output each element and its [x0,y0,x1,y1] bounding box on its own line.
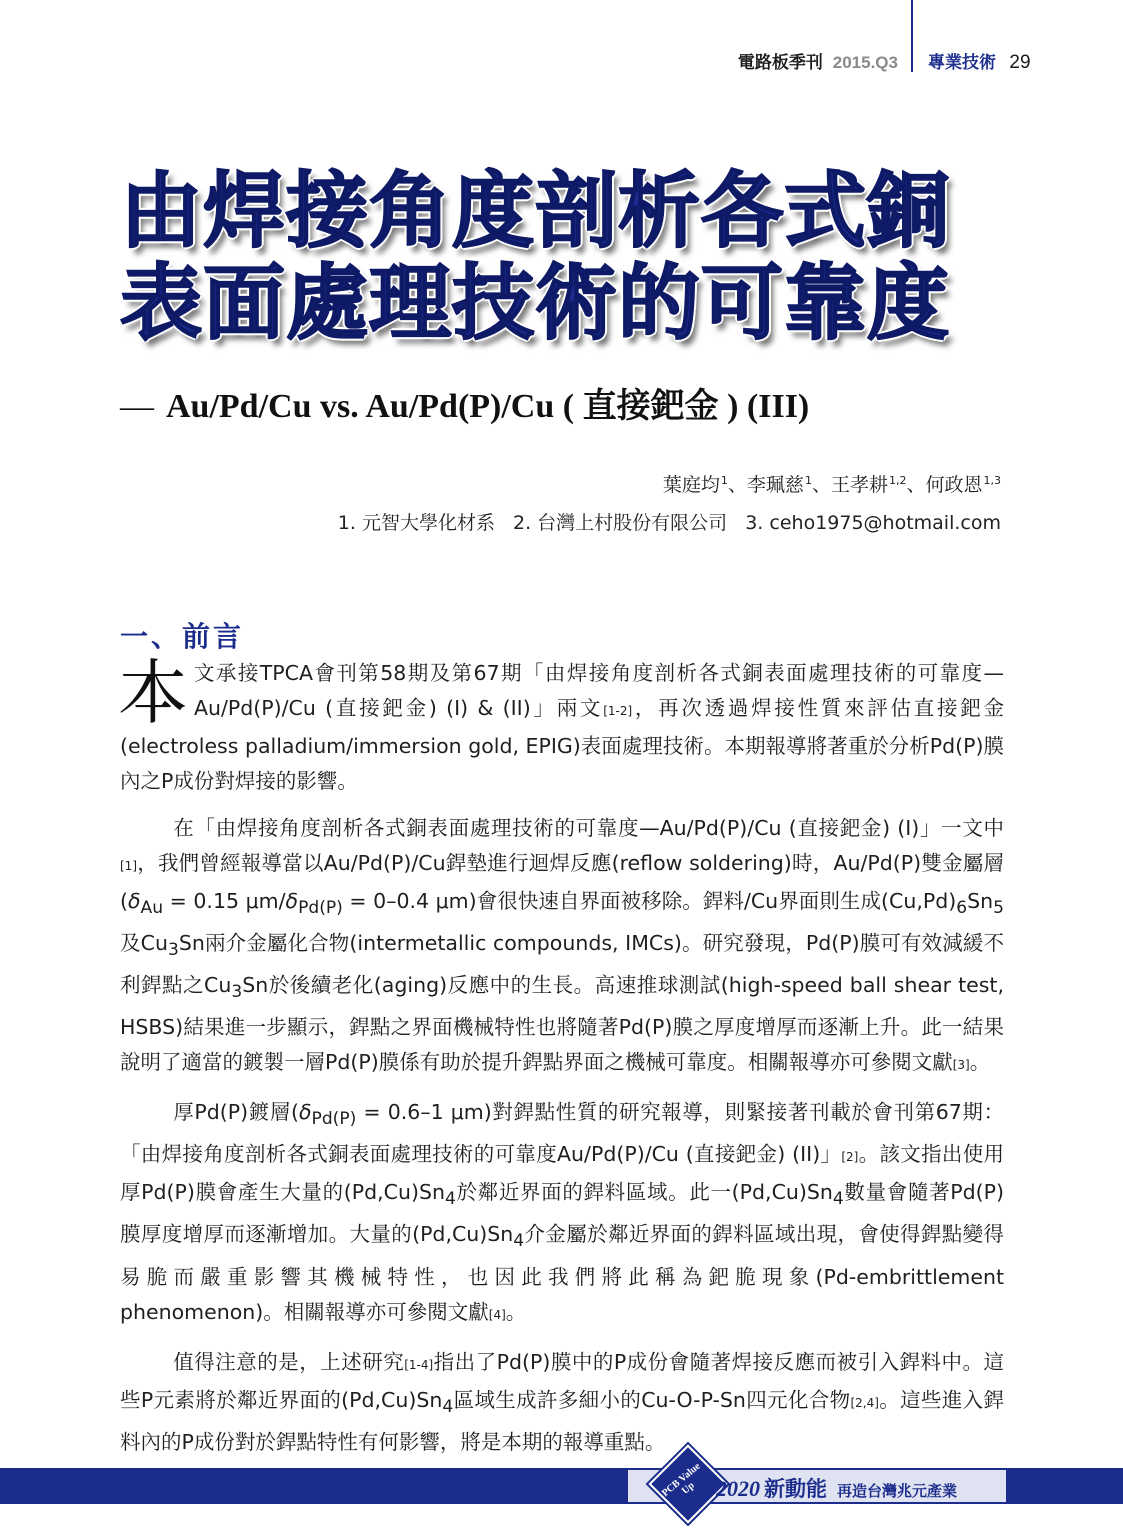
header-section [928,48,1031,74]
section-label: 專業技術 [928,53,996,73]
subscript: Pd(P) [311,1109,357,1130]
article-title [120,165,1020,349]
delta-symbol: δ [285,889,299,913]
issue-number: 2015.Q3 [832,53,898,72]
subscript: Pd(P) [298,898,343,919]
paragraph-4 [120,1345,1004,1460]
subscript: 5 [993,898,1004,919]
affiliation-3-email[interactable]: 3. ceho1975@hotmail.com [745,512,1001,534]
subtitle-text: Au/Pd/Cu vs. Au/Pd(P)/Cu ( 直接鈀金 ) (III) [166,388,810,425]
footer-tagline: 再造台灣兆元產業 [837,1482,958,1500]
text: 及Cu [120,931,168,956]
pcb-badge-text: PCB Value Up [659,1460,703,1500]
text: 區域生成許多細小的Cu-O-P-Sn四元化合物 [453,1387,851,1412]
text: 。 [505,1299,527,1324]
author-separator: 、 [906,474,926,496]
citation: [1-4] [404,1357,434,1372]
delta-symbol: δ [298,1100,312,1125]
footer-campaign-name: 新動能 [764,1477,827,1501]
text: 數量會隨著Pd(P)膜厚度增厚而逐漸增加。大量的(Pd,Cu)Sn [120,1180,1005,1247]
text: Sn於後續老化(aging)反應中的生長。高速推球測試(high-speed ball shear test, HSBS)結果進一步顯示，銲點之界面機械特性也將隨著Pd(P)膜之厚度增厚而逐漸上升。此一結果說明了適當的鍍製一層Pd(P)膜係有助於提升銲點界面之機械可靠度。相關報導亦可參閱文獻 [120,973,1004,1075]
text: 介金屬於鄰近界面的銲料區域出現，會使得銲點變得易脆而嚴重影響其機械特性，也因此我們將此稱為鈀脆現象(Pd-embrittlement phenomenon)。相關報導亦可參閱文獻 [120,1222,1004,1324]
article-subtitle [120,378,809,427]
title-line-1: 由焊接角度剖析各式銅 [120,163,951,259]
footer-slogan [716,1473,957,1503]
author-affil-mark: 1 [804,474,812,487]
text: 指出了Pd(P)膜中的P成份會隨著焊接反應而被引入銲料中。這些P元素將於鄰近界面的(Pd,Cu)Sn [120,1349,1005,1412]
subscript: 4 [513,1231,525,1252]
text: 於鄰近界面的銲料區域。此一(Pd,Cu)Sn [455,1180,833,1205]
affiliation-1: 1. 元智大學化材系 [337,512,495,534]
article-body [118,652,1005,1472]
citation: [2] [841,1150,859,1165]
drop-cap: 本 [118,652,188,734]
paragraph-1 [118,652,1005,799]
author-name: 王孝耕 [830,474,888,496]
subscript: 6 [956,898,968,919]
author-name: 葉庭均 [662,474,720,496]
text: = 0.15 μm/ [163,889,286,913]
citation: [3] [952,1058,970,1073]
footer-year: 2020 [716,1476,760,1501]
subscript: 4 [442,1396,454,1417]
header-divider [911,0,913,72]
subscript: 4 [832,1189,844,1210]
author-list [663,470,1001,497]
subscript: 3 [167,940,179,961]
author-separator: 、 [811,474,831,496]
author-name: 李珮慈 [746,474,804,496]
text: 。 [969,1050,991,1075]
text: = 0.6–1 μm)對銲點性質的研究報導，則緊接著刊載於會刊第67期：「由焊接角度剖析各式銅表面處理技術的可靠度Au/Pd(P)/Cu (直接鈀金) (II)」 [120,1100,1005,1167]
text: = 0–0.4 μm)會很快速自界面被移除。銲料/Cu界面則生成(Cu,Pd) [342,889,957,913]
text: 在「由焊接角度剖析各式銅表面處理技術的可靠度—Au/Pd(P)/Cu (直接鈀金) (I)」一文中 [173,816,1004,840]
author-affil-mark: 1,3 [983,474,1001,487]
paragraph-2 [120,811,1004,1083]
text: 。該文指出使用厚Pd(P)膜會產生大量的(Pd,Cu)Sn [120,1142,1005,1205]
citation: [2,4] [850,1395,879,1410]
author-affil-mark: 1,2 [888,474,907,487]
publication-name: 電路板季刊 [737,53,823,73]
page-number: 29 [1009,52,1031,73]
subtitle-dash: — [120,388,154,425]
text: Sn [967,889,994,913]
affiliations [338,508,1001,535]
subscript: 3 [231,982,243,1003]
section-heading: 一、前言 [120,620,245,653]
subscript: 4 [444,1189,456,1210]
text: ，我們曾經報導當以Au/Pd(P)/Cu銲墊進行迴焊反應(reflow soldering)時，Au/Pd(P)雙金屬層( [120,851,1004,913]
text: ，再次透過焊接性質來評估直接鈀金(electroless palladium/immersion gold, EPIG)表面處理技術。本期報導將著重於分析Pd(P)膜內之P成份對焊接的影響。 [120,696,1005,793]
text: Sn兩介金屬化合物(intermetallic compounds, IMCs)。研究發現，Pd(P)膜可有效減緩不利銲點之Cu [120,931,1004,998]
text: 值得注意的是，上述研究 [173,1349,405,1374]
text: 文承接TPCA會刊第58期及第67期「由焊接角度剖析各式銅表面處理技術的可靠度—Au/Pd(P)/Cu (直接鈀金) (I) & (II)」兩文 [194,661,1004,720]
text: 。這些進入銲料內的P成份對於銲點特性有何影響，將是本期的報導重點。 [120,1387,1005,1454]
subscript: Au [140,898,164,919]
affiliation-2: 2. 台灣上村股份有限公司 [513,512,728,534]
author-separator: 、 [727,474,747,496]
title-line-2: 表面處理技術的可靠度 [120,255,951,351]
citation: [4] [488,1307,506,1322]
citation: [1] [120,859,137,873]
citation: [1-2] [603,704,633,718]
delta-symbol: δ [128,889,141,913]
author-affil-mark: 1 [720,474,728,487]
text: 厚Pd(P)鍍層( [173,1100,299,1125]
author-name: 何政恩 [925,474,983,496]
paragraph-3 [120,1095,1004,1332]
header-publication [738,48,898,73]
